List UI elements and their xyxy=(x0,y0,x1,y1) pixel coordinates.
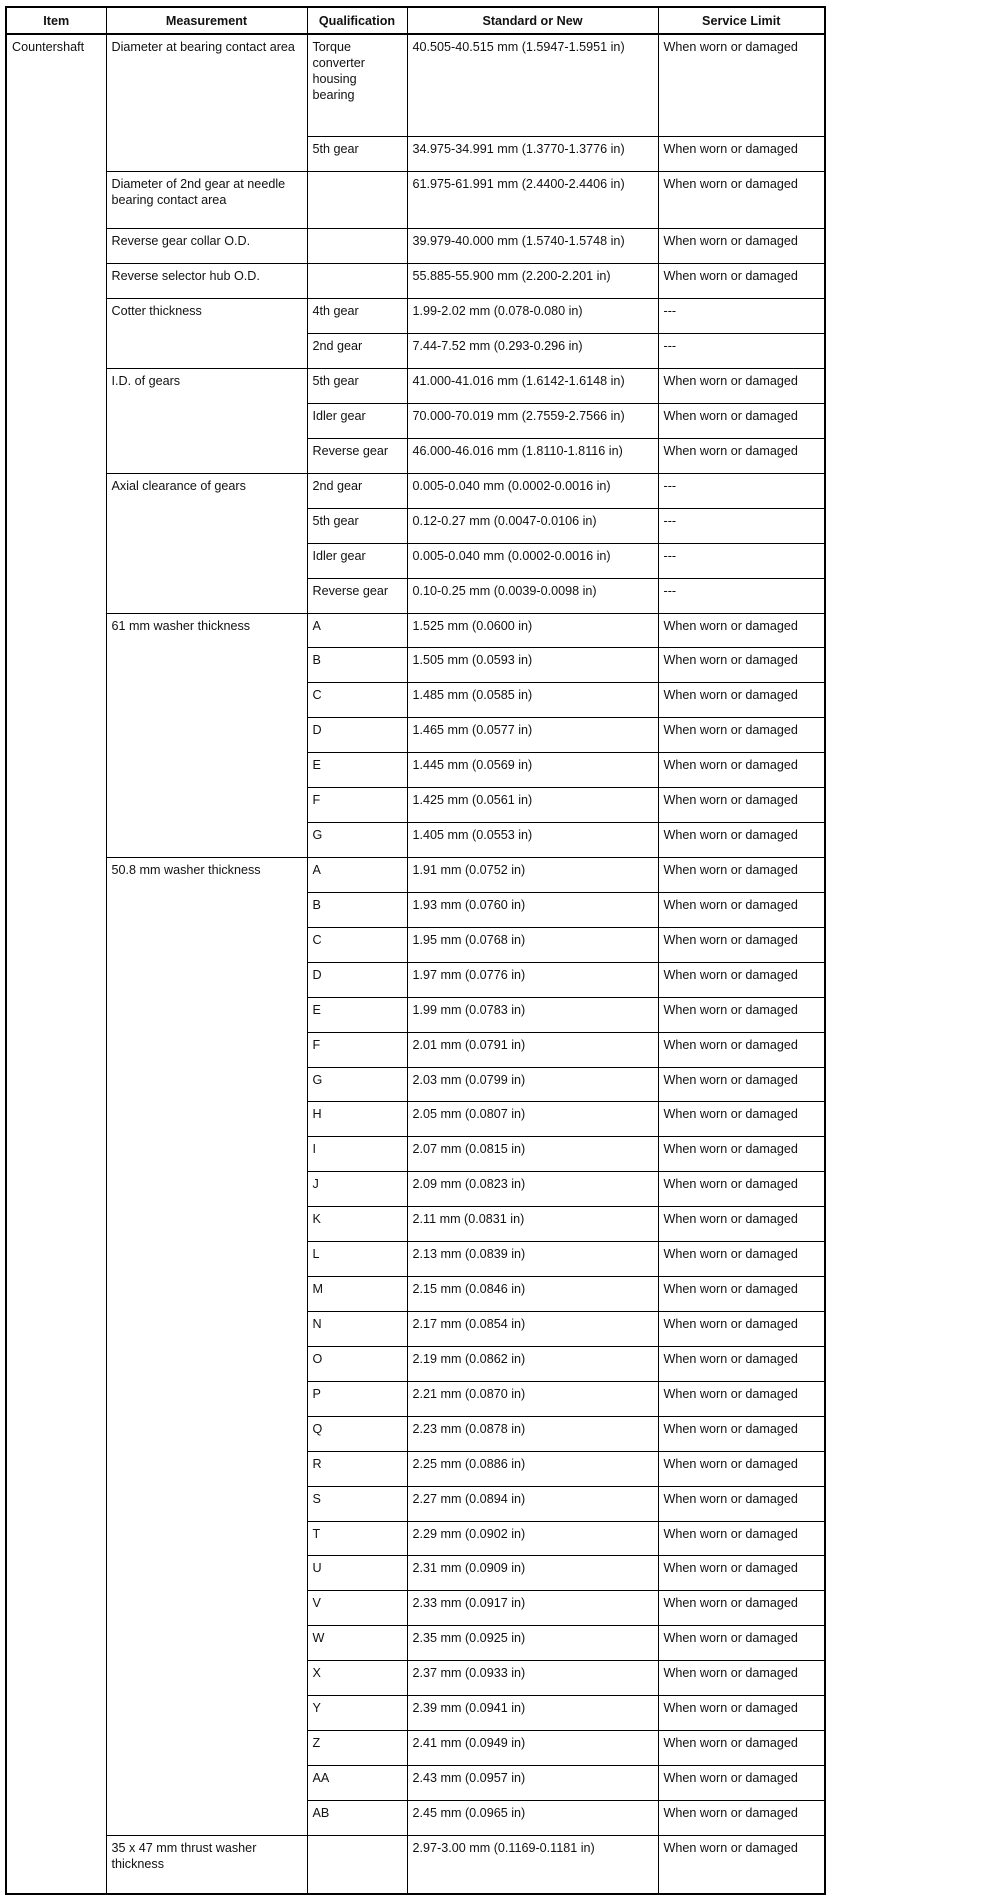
header-service-limit: Service Limit xyxy=(658,7,825,34)
standard-cell: 2.37 mm (0.0933 in) xyxy=(407,1661,658,1696)
header-standard: Standard or New xyxy=(407,7,658,34)
qualification-cell: I xyxy=(307,1137,407,1172)
standard-cell: 2.31 mm (0.0909 in) xyxy=(407,1556,658,1591)
standard-cell: 2.03 mm (0.0799 in) xyxy=(407,1067,658,1102)
service-limit-cell: When worn or damaged xyxy=(658,613,825,648)
standard-cell: 7.44-7.52 mm (0.293-0.296 in) xyxy=(407,334,658,369)
standard-cell: 0.12-0.27 mm (0.0047-0.0106 in) xyxy=(407,508,658,543)
standard-cell: 34.975-34.991 mm (1.3770-1.3776 in) xyxy=(407,137,658,172)
header-item: Item xyxy=(6,7,106,34)
service-limit-cell: --- xyxy=(658,508,825,543)
service-limit-cell: When worn or damaged xyxy=(658,788,825,823)
standard-cell: 2.45 mm (0.0965 in) xyxy=(407,1800,658,1835)
qualification-cell: V xyxy=(307,1591,407,1626)
standard-cell: 0.005-0.040 mm (0.0002-0.0016 in) xyxy=(407,543,658,578)
service-limit-cell: When worn or damaged xyxy=(658,1835,825,1894)
qualification-cell: W xyxy=(307,1626,407,1661)
standard-cell: 70.000-70.019 mm (2.7559-2.7566 in) xyxy=(407,404,658,439)
qualification-cell: Idler gear xyxy=(307,404,407,439)
service-limit-cell: When worn or damaged xyxy=(658,1381,825,1416)
qualification-cell: Torque converter housing bearing xyxy=(307,34,407,137)
service-limit-cell: When worn or damaged xyxy=(658,927,825,962)
qualification-cell: D xyxy=(307,962,407,997)
measurement-cell: Axial clearance of gears xyxy=(106,473,307,613)
qualification-cell: Idler gear xyxy=(307,543,407,578)
table-row xyxy=(6,172,825,229)
service-limit-cell: --- xyxy=(658,543,825,578)
standard-cell: 1.405 mm (0.0553 in) xyxy=(407,823,658,858)
qualification-cell: X xyxy=(307,1661,407,1696)
measurement-cell: Diameter at bearing contact area xyxy=(106,34,307,172)
standard-cell: 2.11 mm (0.0831 in) xyxy=(407,1207,658,1242)
standard-cell: 1.99-2.02 mm (0.078-0.080 in) xyxy=(407,299,658,334)
measurement-cell: 35 x 47 mm thrust washer thickness xyxy=(106,1835,307,1894)
standard-cell: 1.99 mm (0.0783 in) xyxy=(407,997,658,1032)
standard-cell: 1.485 mm (0.0585 in) xyxy=(407,683,658,718)
qualification-cell: 4th gear xyxy=(307,299,407,334)
standard-cell: 2.33 mm (0.0917 in) xyxy=(407,1591,658,1626)
service-limit-cell: When worn or damaged xyxy=(658,1277,825,1312)
standard-cell: 1.465 mm (0.0577 in) xyxy=(407,718,658,753)
standard-cell: 55.885-55.900 mm (2.200-2.201 in) xyxy=(407,264,658,299)
standard-cell: 2.23 mm (0.0878 in) xyxy=(407,1416,658,1451)
service-limit-cell: When worn or damaged xyxy=(658,369,825,404)
qualification-cell: 5th gear xyxy=(307,137,407,172)
qualification-cell: F xyxy=(307,1032,407,1067)
qualification-cell: U xyxy=(307,1556,407,1591)
table-row xyxy=(6,1835,825,1894)
qualification-cell: C xyxy=(307,927,407,962)
table-header-row xyxy=(6,7,825,34)
qualification-cell: F xyxy=(307,788,407,823)
spec-table xyxy=(5,6,826,1895)
table-row xyxy=(6,299,825,334)
qualification-cell: Reverse gear xyxy=(307,578,407,613)
qualification-cell xyxy=(307,1835,407,1894)
service-limit-cell: When worn or damaged xyxy=(658,1731,825,1766)
table-row xyxy=(6,473,825,508)
qualification-cell: T xyxy=(307,1521,407,1556)
service-limit-cell: When worn or damaged xyxy=(658,962,825,997)
standard-cell: 1.93 mm (0.0760 in) xyxy=(407,892,658,927)
standard-cell: 2.43 mm (0.0957 in) xyxy=(407,1765,658,1800)
service-limit-cell: When worn or damaged xyxy=(658,137,825,172)
service-limit-cell: When worn or damaged xyxy=(658,1137,825,1172)
qualification-cell: Q xyxy=(307,1416,407,1451)
qualification-cell: E xyxy=(307,753,407,788)
qualification-cell: E xyxy=(307,997,407,1032)
qualification-cell: AA xyxy=(307,1765,407,1800)
service-limit-cell: When worn or damaged xyxy=(658,892,825,927)
qualification-cell: D xyxy=(307,718,407,753)
service-limit-cell: When worn or damaged xyxy=(658,823,825,858)
standard-cell: 2.05 mm (0.0807 in) xyxy=(407,1102,658,1137)
standard-cell: 2.29 mm (0.0902 in) xyxy=(407,1521,658,1556)
service-limit-cell: When worn or damaged xyxy=(658,1800,825,1835)
standard-cell: 2.39 mm (0.0941 in) xyxy=(407,1696,658,1731)
qualification-cell: K xyxy=(307,1207,407,1242)
standard-cell: 1.505 mm (0.0593 in) xyxy=(407,648,658,683)
service-limit-cell: When worn or damaged xyxy=(658,1032,825,1067)
service-limit-cell: When worn or damaged xyxy=(658,1765,825,1800)
qualification-cell: M xyxy=(307,1277,407,1312)
standard-cell: 2.19 mm (0.0862 in) xyxy=(407,1346,658,1381)
table-row xyxy=(6,369,825,404)
qualification-cell: G xyxy=(307,823,407,858)
standard-cell: 1.525 mm (0.0600 in) xyxy=(407,613,658,648)
service-limit-cell: When worn or damaged xyxy=(658,1242,825,1277)
standard-cell: 2.01 mm (0.0791 in) xyxy=(407,1032,658,1067)
service-limit-cell: When worn or damaged xyxy=(658,1172,825,1207)
standard-cell: 1.425 mm (0.0561 in) xyxy=(407,788,658,823)
qualification-cell: Y xyxy=(307,1696,407,1731)
qualification-cell: B xyxy=(307,648,407,683)
service-limit-cell: When worn or damaged xyxy=(658,1311,825,1346)
service-limit-cell: When worn or damaged xyxy=(658,1521,825,1556)
standard-cell: 2.41 mm (0.0949 in) xyxy=(407,1731,658,1766)
service-limit-cell: When worn or damaged xyxy=(658,1451,825,1486)
standard-cell: 1.91 mm (0.0752 in) xyxy=(407,858,658,893)
service-limit-cell: When worn or damaged xyxy=(658,997,825,1032)
qualification-cell: S xyxy=(307,1486,407,1521)
qualification-cell: 5th gear xyxy=(307,508,407,543)
service-limit-cell: --- xyxy=(658,578,825,613)
table-row xyxy=(6,858,825,893)
measurement-cell: Reverse gear collar O.D. xyxy=(106,229,307,264)
standard-cell: 2.25 mm (0.0886 in) xyxy=(407,1451,658,1486)
qualification-cell: G xyxy=(307,1067,407,1102)
qualification-cell: C xyxy=(307,683,407,718)
standard-cell: 1.97 mm (0.0776 in) xyxy=(407,962,658,997)
qualification-cell: A xyxy=(307,858,407,893)
qualification-cell: 2nd gear xyxy=(307,334,407,369)
header-measurement: Measurement xyxy=(106,7,307,34)
standard-cell: 2.35 mm (0.0925 in) xyxy=(407,1626,658,1661)
measurement-cell: 61 mm washer thickness xyxy=(106,613,307,857)
table-row xyxy=(6,613,825,648)
standard-cell: 2.15 mm (0.0846 in) xyxy=(407,1277,658,1312)
header-qualification: Qualification xyxy=(307,7,407,34)
service-limit-cell: When worn or damaged xyxy=(658,1696,825,1731)
qualification-cell: H xyxy=(307,1102,407,1137)
service-limit-cell: When worn or damaged xyxy=(658,438,825,473)
measurement-cell: Reverse selector hub O.D. xyxy=(106,264,307,299)
service-limit-cell: --- xyxy=(658,299,825,334)
qualification-cell: 2nd gear xyxy=(307,473,407,508)
qualification-cell: Reverse gear xyxy=(307,438,407,473)
service-limit-cell: When worn or damaged xyxy=(658,1416,825,1451)
service-limit-cell: When worn or damaged xyxy=(658,172,825,229)
service-limit-cell: When worn or damaged xyxy=(658,753,825,788)
qualification-cell: R xyxy=(307,1451,407,1486)
standard-cell: 1.445 mm (0.0569 in) xyxy=(407,753,658,788)
standard-cell: 61.975-61.991 mm (2.4400-2.4406 in) xyxy=(407,172,658,229)
service-limit-cell: When worn or damaged xyxy=(658,1661,825,1696)
qualification-cell: B xyxy=(307,892,407,927)
standard-cell: 0.10-0.25 mm (0.0039-0.0098 in) xyxy=(407,578,658,613)
qualification-cell: N xyxy=(307,1311,407,1346)
standard-cell: 46.000-46.016 mm (1.8110-1.8116 in) xyxy=(407,438,658,473)
service-limit-cell: When worn or damaged xyxy=(658,1207,825,1242)
standard-cell: 2.09 mm (0.0823 in) xyxy=(407,1172,658,1207)
measurement-cell: I.D. of gears xyxy=(106,369,307,474)
service-limit-cell: When worn or damaged xyxy=(658,264,825,299)
qualification-cell: AB xyxy=(307,1800,407,1835)
item-cell: Countershaft xyxy=(6,34,106,1894)
standard-cell: 2.17 mm (0.0854 in) xyxy=(407,1311,658,1346)
service-limit-cell: --- xyxy=(658,334,825,369)
service-limit-cell: When worn or damaged xyxy=(658,1591,825,1626)
standard-cell: 2.97-3.00 mm (0.1169-0.1181 in) xyxy=(407,1835,658,1894)
qualification-cell: 5th gear xyxy=(307,369,407,404)
table-row xyxy=(6,264,825,299)
service-limit-cell: When worn or damaged xyxy=(658,858,825,893)
service-limit-cell: --- xyxy=(658,473,825,508)
service-limit-cell: When worn or damaged xyxy=(658,1346,825,1381)
service-limit-cell: When worn or damaged xyxy=(658,1486,825,1521)
service-limit-cell: When worn or damaged xyxy=(658,1067,825,1102)
standard-cell: 2.27 mm (0.0894 in) xyxy=(407,1486,658,1521)
qualification-cell xyxy=(307,172,407,229)
table-body xyxy=(6,34,825,1894)
measurement-cell: Cotter thickness xyxy=(106,299,307,369)
standard-cell: 2.21 mm (0.0870 in) xyxy=(407,1381,658,1416)
service-limit-cell: When worn or damaged xyxy=(658,718,825,753)
standard-cell: 39.979-40.000 mm (1.5740-1.5748 in) xyxy=(407,229,658,264)
service-limit-cell: When worn or damaged xyxy=(658,229,825,264)
service-limit-cell: When worn or damaged xyxy=(658,1102,825,1137)
standard-cell: 2.07 mm (0.0815 in) xyxy=(407,1137,658,1172)
qualification-cell: J xyxy=(307,1172,407,1207)
standard-cell: 0.005-0.040 mm (0.0002-0.0016 in) xyxy=(407,473,658,508)
service-limit-cell: When worn or damaged xyxy=(658,404,825,439)
qualification-cell: O xyxy=(307,1346,407,1381)
service-limit-cell: When worn or damaged xyxy=(658,1556,825,1591)
standard-cell: 2.13 mm (0.0839 in) xyxy=(407,1242,658,1277)
service-limit-cell: When worn or damaged xyxy=(658,648,825,683)
qualification-cell: Z xyxy=(307,1731,407,1766)
standard-cell: 1.95 mm (0.0768 in) xyxy=(407,927,658,962)
qualification-cell: L xyxy=(307,1242,407,1277)
qualification-cell: A xyxy=(307,613,407,648)
table-row xyxy=(6,229,825,264)
standard-cell: 41.000-41.016 mm (1.6142-1.6148 in) xyxy=(407,369,658,404)
qualification-cell xyxy=(307,229,407,264)
qualification-cell: P xyxy=(307,1381,407,1416)
measurement-cell: 50.8 mm washer thickness xyxy=(106,858,307,1836)
service-limit-cell: When worn or damaged xyxy=(658,1626,825,1661)
qualification-cell xyxy=(307,264,407,299)
service-limit-cell: When worn or damaged xyxy=(658,34,825,137)
standard-cell: 40.505-40.515 mm (1.5947-1.5951 in) xyxy=(407,34,658,137)
measurement-cell: Diameter of 2nd gear at needle bearing contact area xyxy=(106,172,307,229)
table-row xyxy=(6,34,825,137)
service-limit-cell: When worn or damaged xyxy=(658,683,825,718)
